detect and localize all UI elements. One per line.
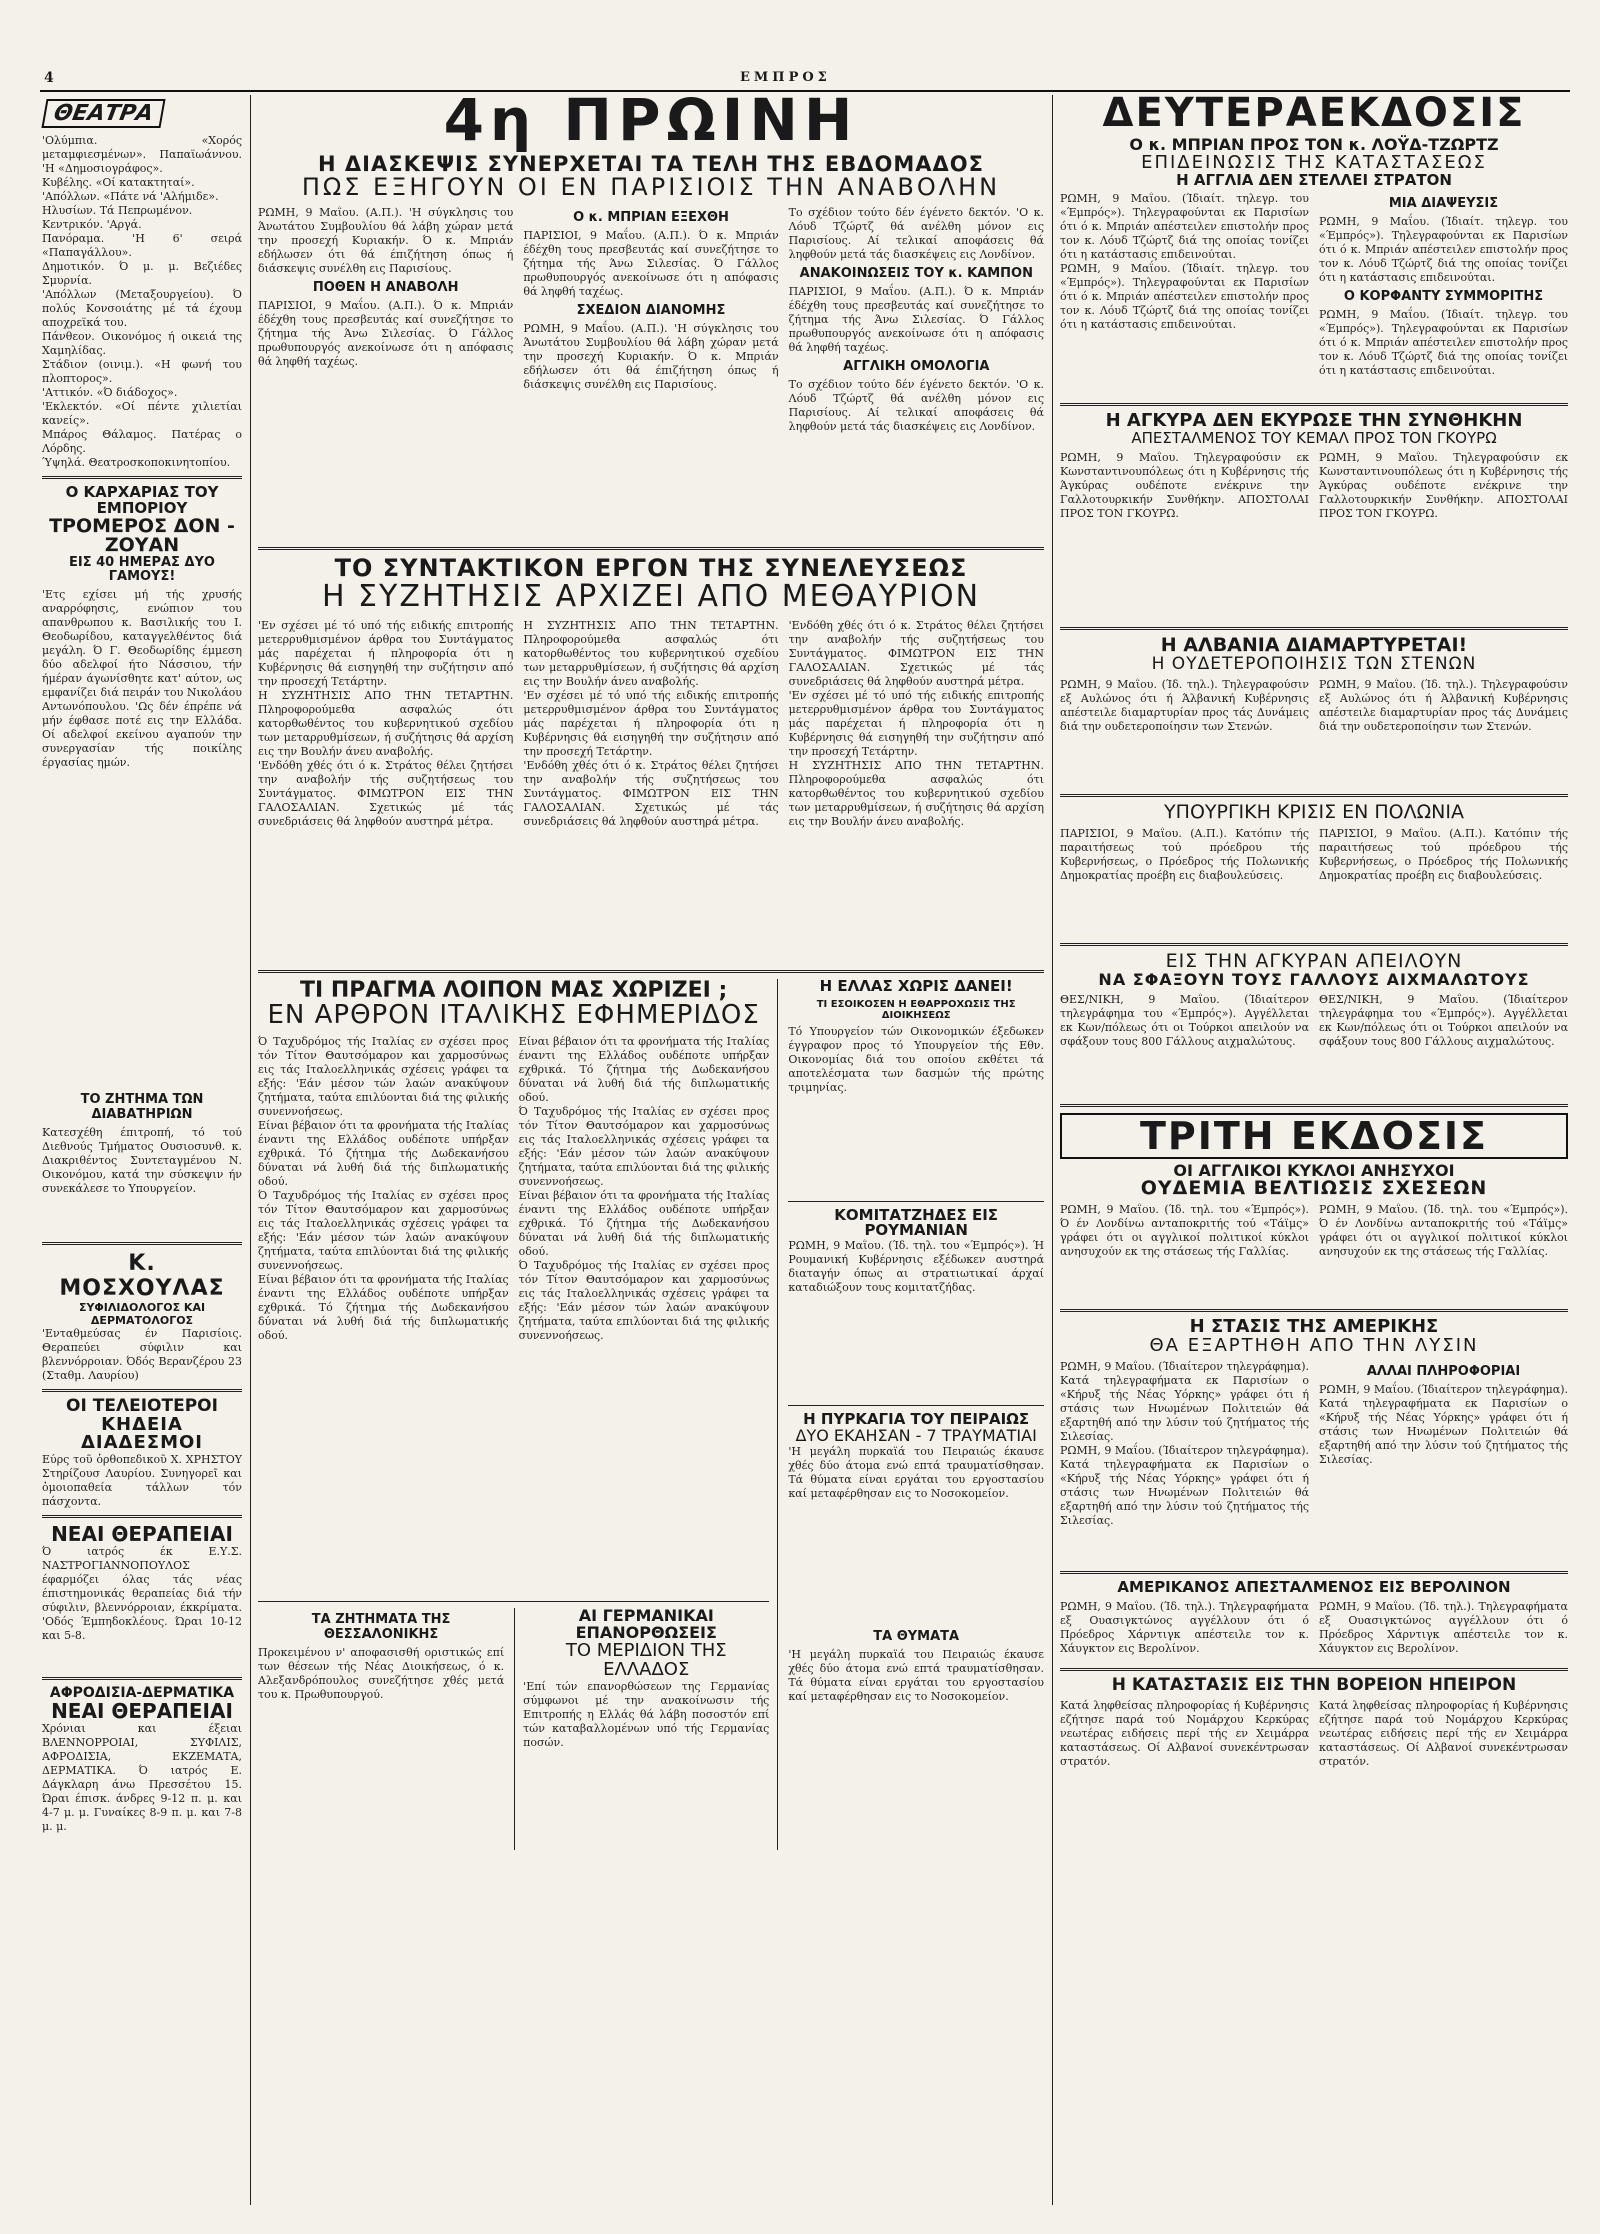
story-text: ΡΩΜΗ, 9 Μαΐου. (Ίδιαίτ. τηλεγρ. του «Έμπρός»). Τηλεγραφούνται εκ Παρισίων ότι ό κ. Μπριάν απέστειλεν επιστολήν προς τον κ. Λόυδ Τζώρτζ διά της οποίας τονίζει ότι η κατάστασις επιδεινούται.: [1060, 262, 1309, 332]
story-text: Η ΣΥΖΗΤΗΣΙΣ ΑΠΟ ΤΗΝ ΤΕΤΑΡΤΗΝ. Πληροφορούμεθα ασφαλώς ότι κατορθωθέντος του κυβερνητικού σχεδίου των μεταρρυθμίσεων, ή συζήτησις θά αρχίση εις την Βουλήν άνευ αναβολής.: [258, 688, 514, 758]
column-rule: [250, 95, 251, 2205]
subhead: Ο κ. ΜΠΡΙΑΝ ΕΞΕΧΘΗ: [573, 210, 729, 226]
subhead: ΑΝΑΚΟΙΝΩΣΕΙΣ ΤΟΥ κ. ΚΑΜΠΟΝ: [799, 266, 1033, 282]
subhead: ΑΛΛΑΙ ΠΛΗΡΟΦΟΡΙΑΙ: [1366, 1364, 1521, 1380]
story-text: Είναι βέβαιον ότι τα φρονήματα τής Ιταλίας έναντι της Ελλάδος ουδέποτε υπήρξαν εχθρικά. Τό ζήτημα τής Δωδεκανήσου δύναται νά λυθή διά τής διπλωματικής οδού.: [258, 1273, 509, 1343]
divider: [42, 1515, 242, 1518]
divider: [1060, 403, 1568, 406]
subhead: ΠΟΘΕΝ Η ΑΝΑΒΟΛΗ: [312, 280, 459, 296]
headline: ΑΙ ΓΕΡΜΑΝΙΚΑΙ ΕΠΑΝΟΡΘΩΣΕΙΣ: [575, 1606, 717, 1643]
story-text: Ό Ταχυδρόμος τής Ιταλίας εν σχέσει προς τόν Τίτον Θαυτσόμαρον και χαρμοσύνως εις τάς Ιταλοελληνικάς σχέσεις γράφει τα εξής: 'Εάν μέσον τών λαών ανακύψουν ζητήματα, ταύτα επιλύονται διά της φιλικής συνεννοήσεως.: [518, 1105, 770, 1189]
story-text: ΡΩΜΗ, 9 Μαΐου. (Ίδ. τηλ. του «Έμπρός»). Ό έν Λονδίνω ανταποκριτής τού «Τάϊμς» γράφει ότι οι αγγλικοί πολιτικοί κύκλοι ανησυχούν εκ της στάσεως τής Γαλλίας.: [1060, 1203, 1309, 1259]
headline: ΝΑ ΣΦΑΞΟΥΝ ΤΟΥΣ ΓΑΛΛΟΥΣ ΑΙΧΜΑΛΩΤΟΥΣ: [1098, 969, 1530, 989]
right-column: [1060, 90, 1568, 1804]
story-text: ΡΩΜΗ, 9 Μαΐου. (Ίδ. τηλ.). Τηλεγραφήματα εξ Ουασιγκτώνος αγγέλλουν ότι ό Πρόεδρος Χάρντιγκ απέστειλε τον κ. Χάυγκτον εις Βερολίνον.: [1060, 1599, 1309, 1655]
story-text: Είναι βέβαιον ότι τα φρονήματα τής Ιταλίας έναντι της Ελλάδος ουδέποτε υπήρξαν εχθρικά. Τό ζήτημα τής Δωδεκανήσου δύναται νά λυθή διά τής διπλωματικής οδού.: [518, 1189, 770, 1259]
story-text: ΡΩΜΗ, 9 Μαΐου. (Α.Π.). 'Η σύγκλησις του Άνωτάτου Συμβουλίου θά λάβη χώραν μετά την προσεχή Κυριακήν. Ό κ. Μπριάν εδήλωσεν ότι θά έπιζήτηση όπως ή διάσκεψις συνέλθη εις Παρισίους.: [258, 206, 514, 276]
headline: Ο κ. ΜΠΡΙΑΝ ΠΡΟΣ ΤΟΝ κ. ΛΟΫΔ-ΤΖΩΡΤΖ: [1129, 135, 1499, 154]
story-text: Προκειμένου ν' αποφασισθή οριστικώς επί των θέσεων τής Νέας Διοικήσεως, ό κ. Αλεξανδρόπουλος συνεζήτησε χθές μετά του κ. Πρωθυπουργού.: [258, 1646, 505, 1702]
ad-title: ΝΕΑΙ ΘΕΡΑΠΕΙΑΙ: [51, 1698, 233, 1723]
story-text: 'Εν σχέσει μέ τό υπό τής ειδικής επιτροπής μετερρυθμισμένον άρθρα του Συντάγματος μάς παρέχεται ή πληροφορία ότι η Κυβέρνησις θά εισηγηθή την συζήτησιν από την προσεχή Τετάρτην.: [258, 618, 514, 688]
theatre-listing-line: Πανόραμα. 'Η 6' σειρά «Παπαγάλλου».: [42, 232, 242, 259]
subhead: Ο ΚΟΡΦΑΝΤΥ ΣΥΜΜΟΡΙΤΗΣ: [1343, 289, 1544, 305]
theatre-listing-line: 'Εκλεκτόν. «Οί πέντε χιλιετίαι κανείς».: [42, 400, 242, 427]
headline: ΑΜΕΡΙΚΑΝΟΣ ΑΠΕΣΤΑΛΜΕΝΟΣ ΕΙΣ ΒΕΡΟΛΙΝΟΝ: [1117, 1578, 1511, 1597]
headline: Η ΣΥΖΗΤΗΣΙΣ ΑΡΧΙΖΕΙ ΑΠΟ ΜΕΘΑΥΡΙΟΝ: [321, 579, 981, 615]
theatre-listing-line: Πάνθεον. Οικονόμος ή οικειά της Χαμηλίδας.: [42, 330, 242, 357]
story-text: ΡΩΜΗ, 9 Μαΐου. (Ίδιαίτερον τηλεγράφημα). Κατά τηλεγραφήματα εκ Παρισίων ο «Κήρυξ τής Νέας Υόρκης» γράφει ότι ή στάσις των Ηνωμένων Πολιτειών θά εξαρτηθή από την λύσιν τού ζητήματος τής Σιλεσίας.: [1060, 1444, 1309, 1528]
story-text: 'Εν σχέσει μέ τό υπό τής ειδικής επιτροπής μετερρυθμισμένον άρθρα του Συντάγματος μάς παρέχεται ή πληροφορία ότι η Κυβέρνησις θά εισηγηθή την συζήτησιν από την προσεχή Τετάρτην.: [788, 688, 1044, 758]
story-text: 'Η μεγάλη πυρκαϊά του Πειραιώς έκαυσε χθές δύο άτομα ενώ επτά τραυματίσθησαν. Τά θύματα είναι εργάται του εργοστασίου καί μεταφέρθησαν εις το Νοσοκομείον.: [788, 1444, 1044, 1500]
divider: [1060, 1104, 1568, 1107]
subhead: ΤΟ ΖΗΤΗΜΑ ΤΩΝ ΔΙΑΒΑΤΗΡΙΩΝ: [80, 1091, 204, 1122]
story-text: ΡΩΜΗ, 9 Μαΐου. (Ίδ. τηλ.). Τηλεγραφήματα εξ Ουασιγκτώνος αγγέλλουν ότι ό Πρόεδρος Χάρντιγκ απέστειλε τον κ. Χάυγκτον εις Βερολίνον.: [1319, 1599, 1568, 1655]
divider: [788, 1201, 1044, 1202]
story-text: ΡΩΜΗ, 9 Μαΐου. (Ίδιαίτερον τηλεγράφημα). Κατά τηλεγραφήματα εκ Παρισίων ο «Κήρυξ τής Νέας Υόρκης» γράφει ότι ή στάσις των Ηνωμένων Πολιτειών θά εξαρτηθή από την λύσιν τού ζητήματος τής Σιλεσίας.: [1319, 1383, 1568, 1467]
story-text: ΡΩΜΗ, 9 Μαΐου. (Ίδ. τηλ.). Τηλεγραφούσιν εξ Αυλώνος ότι ή Άλβανική Κυβέρνησις απέστειλε διαμαρτυρίαν προς τάς Δυνάμεις διά την ουδετεροποίησιν των Στενών.: [1319, 677, 1568, 733]
column-rule: [1052, 95, 1053, 2205]
story-text: ΡΩΜΗ, 9 Μαΐου. (Ίδιαίτερον τηλεγράφημα). Κατά τηλεγραφήματα εκ Παρισίων ο «Κήρυξ τής Νέας Υόρκης» γράφει ότι ή στάσις των Ηνωμένων Πολιτειών θά εξαρτηθή από την λύσιν τού ζητήματος τής Σιλεσίας.: [1060, 1360, 1309, 1444]
side-stories: [788, 976, 1044, 1850]
story-columns: [258, 1035, 769, 1595]
story-text: ΠΑΡΙΣΙΟΙ, 9 Μαΐου. (Α.Π.). Κατόπιν τής παραιτήσεως τού πρόεδρου τής Κυβερνήσεως, ο Πρόεδρος τής Πολωνικής Δημοκρατίας προέβη εις διαβουλεύσεις.: [1319, 826, 1568, 882]
divider: [258, 1601, 769, 1602]
theatre-heading: ΘΕΑΤΡΑ: [41, 99, 165, 128]
headline: Η ΟΥΔΕΤΕΡΟΠΟΙΗΣΙΣ ΤΩΝ ΣΤΕΝΩΝ: [1151, 654, 1477, 675]
headline: Η ΠΥΡΚΑΓΙΑ ΤΟΥ ΠΕΙΡΑΙΩΣ: [803, 1410, 1030, 1429]
theatre-listing-line: 'Απόλλων. «Πάτε νά 'Αλήμιδε».: [42, 190, 219, 203]
divider: [1060, 627, 1568, 630]
theatre-listings: [42, 134, 242, 470]
paper-name: ΕΜΠΡΟΣ: [740, 70, 831, 85]
ad-title: ΚΗΔΕΙΑ ΔΙΑΔΕΣΜΟΙ: [81, 1413, 203, 1454]
headline: ΑΠΕΣΤΑΛΜΕΝΟΣ ΤΟΥ ΚΕΜΑΛ ΠΡΟΣ ΤΟΝ ΓΚΟΥΡΩ: [1131, 429, 1497, 448]
subhead-text: Κατεσχέθη έπιτροπή, τό τού Διεθνούς Τμήματος Ουσιοσυνθ. κ. Διακριθέντος Συντεταγμένου Ν. Οικονόμου, κατά την σύσκεψιν ήν συνεκάλεσε το Υπουργείον.: [42, 1125, 242, 1195]
story-text: 'Η μεγάλη πυρκαϊά του Πειραιώς έκαυσε χθές δύο άτομα ενώ επτά τραυματίσθησαν. Τά θύματα είναι εργάται του εργοστασίου καί μεταφέρθησαν εις το Νοσοκομείον.: [788, 1647, 1044, 1703]
story-text: ΘΕΣ/ΝΙΚΗ, 9 Μαΐου. (Ίδιαίτερον τηλεγράφημα του «Έμπρός»). Αγγέλλεται εκ Κων/πόλεως ότι οι Τούρκοι απειλούν να σφάξουν τους 800 Γάλλους αιχμαλώτους.: [1060, 992, 1309, 1048]
divider: [42, 1677, 242, 1680]
story-text: Το σχέδιον τούτο δέν έγένετο δεκτόν. 'Ο κ. Λόυδ Τζώρτζ θά ανέλθη μόνον εις Παρισίους. Αί τελικαί αποφάσεις θά ληφθούν μετά τάς διασκέψεις εις Λονδίνον.: [788, 378, 1044, 434]
ad-title: ΝΕΑΙ ΘΕΡΑΠΕΙΑΙ: [51, 1522, 233, 1547]
theatre-listing-line: Κεντρικόν. 'Αργά.: [42, 218, 142, 231]
divider: [1060, 794, 1568, 797]
story-columns: [1060, 451, 1568, 621]
ad-text: Ό ιατρός έκ Ε.Υ.Σ. ΝΑΣΤΡΟΓΙΑΝΝΟΠΟΥΛΟΣ έφαρμόζει όλας τάς νέας έπιστημονικάς θεραπείας διά τήν σύφιλιν, βλεννόρροιαν, έκκρίματα. 'Οδός Έμπηδοκλέους. Ώραι 10-12 και 5-8.: [42, 1545, 242, 1643]
story-text: Το σχέδιον τούτο δέν έγένετο δεκτόν. 'Ο κ. Λόυδ Τζώρτζ θά ανέλθη μόνον εις Παρισίους. Αί τελικαί αποφάσεις θά ληφθούν μετά τάς διασκέψεις εις Λονδίνον.: [788, 206, 1044, 262]
headline: ΥΠΟΥΡΓΙΚΗ ΚΡΙΣΙΣ ΕΝ ΠΟΛΩΝΙΑ: [1164, 800, 1464, 823]
theatre-listing-line: Μπάρος Θάλαμος. Πατέρας ο Λόρδης.: [42, 428, 242, 455]
subhead: ΤΑ ΘΥΜΑΤΑ: [873, 1628, 960, 1644]
divider: [258, 970, 1044, 973]
theatre-listing-line: 'Ολύμπια. «Χορός μεταμφιεσμένων». Παπαϊωάννου. 'Η «Δημοσιογράφος».: [42, 134, 242, 175]
ad-title: ΑΦΡΟΔΙΣΙΑ-ΔΕΡΜΑΤΙΚΑ: [49, 1685, 235, 1702]
story-text: Είναι βέβαιον ότι τα φρονήματα τής Ιταλίας έναντι της Ελλάδος ουδέποτε υπήρξαν εχθρικά. Τό ζήτημα τής Δωδεκανήσου δύναται νά λυθή διά τής διπλωματικής οδού.: [258, 1119, 509, 1189]
story-text: Ό Ταχυδρόμος τής Ιταλίας εν σχέσει προς τόν Τίτον Θαυτσόμαρον και χαρμοσύνως εις τάς Ιταλοελληνικάς σχέσεις γράφει τα εξής: 'Εάν μέσον τών λαών ανακύψουν ζητήματα, ταύτα επιλύονται διά της φιλικής συνεννοήσεως.: [258, 1189, 509, 1273]
story-columns: [1060, 1203, 1568, 1303]
headline: Η ΑΛΒΑΝΙΑ ΔΙΑΜΑΡΤΥΡΕΤΑΙ!: [1160, 634, 1468, 657]
ad-subtitle: ΣΥΦΙΛΙΔΟΛΟΓΟΣ ΚΑΙ ΔΕΡΜΑΤΟΛΟΓΟΣ: [78, 1300, 206, 1327]
story-text: ΠΑΡΙΣΙΟΙ, 9 Μαΐου. (Α.Π.). Ό κ. Μπριάν έδέχθη τους πρεσβευτάς καί συνεζήτησε το ζήτημα τής Άνω Σιλεσίας. Ό Γάλλος πρωθυπουργός ανεκοίνωσε ότι η απόφασις θά ληφθή ταχέως.: [258, 299, 514, 369]
story-text: ΠΑΡΙΣΙΟΙ, 9 Μαΐου. (Α.Π.). Κατόπιν τής παραιτήσεως τού πρόεδρου τής Κυβερνήσεως, ο Πρόεδρος τής Πολωνικής Δημοκρατίας προέβη εις διαβουλεύσεις.: [1060, 826, 1309, 882]
story-text: 'Ενδόθη χθές ότι ό κ. Στράτος θέλει ζητήσει την αναβολήν τής συζητήσεως του Συντάγματος. ΦΙΜΩΤΡΟΝ ΕΙΣ ΤΗΝ ΓΑΛΟΣΑΛΙΑΝ. Σχετικώς μέ τάς συνεδριάσεις θά ληφθούν αυστηρά μέτρα.: [523, 758, 779, 828]
story-columns: [1060, 678, 1568, 788]
headline: Η ΚΑΤΑΣΤΑΣΙΣ ΕΙΣ ΤΗΝ ΒΟΡΕΙΟΝ ΗΠΕΙΡΟΝ: [1111, 1674, 1517, 1695]
story-columns: [258, 619, 1044, 964]
theatre-listing-line: Στάδιον (οινιμ.). «Η φωνή του πλοπτορος».: [42, 358, 242, 385]
story-text: ΡΩΜΗ, 9 Μαΐου. (Ίδιαίτ. τηλεγρ. του «Έμπρός»). Τηλεγραφούνται εκ Παρισίων ότι ό κ. Μπριάν απέστειλεν επιστολήν προς τον κ. Λόυδ Τζώρτζ διά της οποίας τονίζει ότι η κατάστασις επιδεινούται.: [1060, 192, 1309, 262]
headline: ΘΑ ΕΞΑΡΤΗΘΗ ΑΠΟ ΤΗΝ ΛΥΣΙΝ: [1149, 1335, 1479, 1357]
lower-section: [258, 976, 1044, 1850]
divider: [42, 476, 242, 479]
theatre-listing-line: Δημοτικόν. Ό μ. μ. Βεζιέδες Σμυρνία.: [42, 260, 242, 287]
story-text: Κατά ληφθείσας πληροφορίας ή Κυβέρνησις εζήτησε παρά τού Νομάρχου Κερκύρας νεωτέρας ειδήσεις περί τής εν Χειμάρρα καταστάσεως. Οί Αλβανοί συνεκέντρωσαν στρατόν.: [1060, 1698, 1309, 1768]
edition-label: 4η ΠΡΩΙΝΗ: [443, 86, 859, 154]
edition-label: ΔΕΥΤΕΡΑΕΚΔΟΣΙΣ: [1102, 90, 1526, 136]
ad-name: Κ. ΜΟΣΧΟΥΛΑΣ: [59, 1250, 225, 1301]
story-text: ΡΩΜΗ, 9 Μαΐου. Τηλεγραφούσιν εκ Κωνσταντινουπόλεως ότι η Κυβέρνησις τής Άγκύρας ουδέποτε ενέκρινε την Γαλλοτουρκικήν Συνθήκην. ΑΠΟΣΤΟΛΑΙ ΠΡΟΣ ΤΟΝ ΓΚΟΥΡΩ.: [1060, 451, 1309, 521]
story-text: Ό Ταχυδρόμος τής Ιταλίας εν σχέσει προς τόν Τίτον Θαυτσόμαρον και χαρμοσύνως εις τάς Ιταλοελληνικάς σχέσεις γράφει τα εξής: 'Εάν μέσον τών λαών ανακύψουν ζητήματα, ταύτα επιλύονται διά της φιλικής συνεννοήσεως.: [258, 1035, 509, 1119]
headline: ΤΟ ΜΕΡΙΔΙΟΝ ΤΗΣ ΕΛΛΑΔΟΣ: [565, 1639, 727, 1680]
headline: Η ΑΓΚΥΡΑ ΔΕΝ ΕΚΥΡΩΣΕ ΤΗΝ ΣΥΝΘΗΚΗΝ: [1105, 410, 1523, 432]
theatre-listing-line: 'Αττικόν. «Ό διάδοχος».: [42, 386, 178, 399]
story-title: ΤΡΟΜΕΡΟΣ ΔΟΝ - ΖΟΥΑΝ: [49, 514, 235, 557]
story-text: Κατά ληφθείσας πληροφορίας ή Κυβέρνησις εζήτησε παρά τού Νομάρχου Κερκύρας νεωτέρας ειδήσεις περί τής εν Χειμάρρα καταστάσεως. Οί Αλβανοί συνεκέντρωσαν στρατόν.: [1319, 1698, 1568, 1768]
headline: Η ΔΙΑΣΚΕΨΙΣ ΣΥΝΕΡΧΕΤΑΙ ΤΑ ΤΕΛΗ ΤΗΣ ΕΒΔΟΜΑΔΟΣ: [318, 152, 984, 176]
headline: ΟΥΔΕΜΙΑ ΒΕΛΤΙΩΣΙΣ ΣΧΕΣΕΩΝ: [1140, 1177, 1488, 1200]
divider: [42, 1242, 242, 1245]
divider: [258, 547, 1044, 550]
divider: [1060, 1309, 1568, 1312]
headline: ΚΟΜΙΤΑΤΖΗΔΕΣ ΕΙΣ ΡΟΥΜΑΝΙΑΝ: [834, 1205, 999, 1240]
headline: Η ΣΤΑΣΙΣ ΤΗΣ ΑΜΕΡΙΚΗΣ: [1189, 1316, 1439, 1338]
theatre-listing-line: Κυβέλης. «Οί κατακτηταί».: [42, 176, 195, 189]
theatre-listing-line: Ύψηλά. Θεατροσκοποκινητοπίου.: [42, 456, 231, 469]
subhead: ΣΧΕΔΙΟΝ ΔΙΑΝΟΜΗΣ: [576, 303, 726, 319]
edition-label: ΤΡΙΤΗ ΕΚΔΟΣΙΣ: [1139, 1113, 1489, 1158]
middle-column: [258, 86, 1044, 1850]
headline: ΤΙ ΠΡΑΓΜΑ ΛΟΙΠΟΝ ΜΑΣ ΧΩΡΙΖΕΙ ;: [300, 977, 728, 1003]
story-columns: [258, 206, 1044, 541]
story-text: Τό Υπουργείον τών Οικονομικών έξεδωκεν έγγραφον προς τό Υπουργείον τής Εθν. Οικονομίας διά του οποίου εκθέτει τά αποτελέσματα των δασμών τής πρώτης τριμηνίας.: [788, 1024, 1044, 1094]
headline: ΔΥΟ ΕΚΑΗΣΑΝ - 7 ΤΡΑΥΜΑΤΙΑΙ: [795, 1425, 1037, 1445]
story-text: Η ΣΥΖΗΤΗΣΙΣ ΑΠΟ ΤΗΝ ΤΕΤΑΡΤΗΝ. Πληροφορούμεθα ασφαλώς ότι κατορθωθέντος του κυβερνητικού σχεδίου των μεταρρυθμίσεων, ή συζήτησις θά αρχίση εις την Βουλήν άνευ αναβολής.: [788, 758, 1044, 828]
theatre-listing-line: Ηλυσίων. Τά Πεπρωμένον.: [42, 204, 193, 217]
story-text: Είναι βέβαιον ότι τα φρονήματα τής Ιταλίας έναντι της Ελλάδος ουδέποτε υπήρξαν εχθρικά. Τό ζήτημα τής Δωδεκανήσου δύναται νά λυθή διά τής διπλωματικής οδού.: [518, 1035, 770, 1105]
headline: Η ΕΛΛΑΣ ΧΩΡΙΣ ΔΑΝΕΙ!: [819, 976, 1013, 995]
story-columns: [1060, 1360, 1568, 1565]
third-edition-box: [1060, 1113, 1568, 1159]
story-text: 'Ενδόθη χθές ότι ό κ. Στράτος θέλει ζητήσει την αναβολήν τής συζητήσεως του Συντάγματος. ΦΙΜΩΤΡΟΝ ΕΙΣ ΤΗΝ ΓΑΛΟΣΑΛΙΑΝ. Σχετικώς μέ τάς συνεδριάσεις θά ληφθούν αυστηρά μέτρα.: [788, 618, 1044, 688]
ad-text: Εύρς τοῦ ὀρθοπεδικοῦ Χ. ΧΡΗΣΤΟΥ Στηρίζουσ Λαυρίου. Συνηγορεῖ και ὁμοιοπαθεία τάλλων τόν πάσχοντα.: [42, 1453, 242, 1509]
story-columns: [1060, 993, 1568, 1098]
story-text: 'Ενδόθη χθές ότι ό κ. Στράτος θέλει ζητήσει την αναβολήν τής συζητήσεως του Συντάγματος. ΦΙΜΩΤΡΟΝ ΕΙΣ ΤΗΝ ΓΑΛΟΣΑΛΙΑΝ. Σχετικώς μέ τάς συνεδριάσεις θά ληφθούν αυστηρά μέτρα.: [258, 758, 514, 828]
headline: ΤΟ ΣΥΝΤΑΚΤΙΚΟΝ ΕΡΓΟΝ ΤΗΣ ΣΥΝΕΛΕΥΣΕΩΣ: [334, 554, 968, 583]
story-text: 'Εν σχέσει μέ τό υπό τής ειδικής επιτροπής μετερρυθμισμένον άρθρα του Συντάγματος μάς παρέχεται ή πληροφορία ότι η Κυβέρνησις θά εισηγηθή την συζήτησιν από την προσεχή Τετάρτην.: [523, 688, 779, 758]
subhead: ΤΑ ΖΗΤΗΜΑΤΑ ΤΗΣ ΘΕΣΣΑΛΟΝΙΚΗΣ: [311, 1612, 451, 1643]
story-columns: [1060, 192, 1568, 397]
story-columns: [1060, 827, 1568, 937]
story-text: ΡΩΜΗ, 9 Μαΐου. Τηλεγραφούσιν εκ Κωνσταντινουπόλεως ότι η Κυβέρνησις τής Άγκύρας ουδέποτε ενέκρινε την Γαλλοτουρκικήν Συνθήκην. ΑΠΟΣΤΟΛΑΙ ΠΡΟΣ ΤΟΝ ΓΚΟΥΡΩ.: [1319, 451, 1568, 521]
headline: ΠΩΣ ΕΞΗΓΟΥΝ ΟΙ ΕΝ ΠΑΡΙΣΙΟΙΣ ΤΗΝ ΑΝΑΒΟΛΗΝ: [301, 173, 1001, 202]
story-text: ΠΑΡΙΣΙΟΙ, 9 Μαΐου. (Α.Π.). Ό κ. Μπριάν έδέχθη τους πρεσβευτάς καί συνεζήτησε το ζήτημα τής Άνω Σιλεσίας. Ό Γάλλος πρωθυπουργός ανεκοίνωσε ότι η απόφασις θά ληφθή ταχέως.: [788, 285, 1044, 355]
story-text: ΡΩΜΗ, 9 Μαΐου. (Α.Π.). 'Η σύγκλησις του Άνωτάτου Συμβουλίου θά λάβη χώραν μετά την προσεχή Κυριακήν. Ό κ. Μπριάν εδήλωσεν ότι θά έπιζήτηση όπως ή διάσκεψις συνέλθη εις Παρισίους.: [523, 322, 779, 392]
story-columns: [1060, 1699, 1568, 1804]
story-title: ΕΙΣ 40 ΗΜΕΡΑΣ ΔΥΟ ΓΑΜΟΥΣ!: [69, 555, 215, 585]
left-column: [42, 95, 242, 1872]
subhead: ΤΙ ΕΣΟΙΚΟΣΕΝ Η ΕΘΑΡΡΟΧΩΣΙΣ ΤΗΣ ΔΙΟΙΚΗΣΕΩΣ: [816, 998, 1016, 1021]
page-number: 4: [44, 70, 54, 86]
headline: Η ΑΓΓΛΙΑ ΔΕΝ ΣΤΕΛΛΕΙ ΣΤΡΑΤΟΝ: [1176, 170, 1452, 189]
story-text: ΡΩΜΗ, 9 Μαΐου. (Ίδ. τηλ.). Τηλεγραφούσιν εξ Αυλώνος ότι ή Άλβανική Κυβέρνησις απέστειλε διαμαρτυρίαν προς τάς Δυνάμεις διά την ουδετεροποίησιν των Στενών.: [1060, 677, 1309, 733]
story-text: ΡΩΜΗ, 9 Μαΐου. (Ίδ. τηλ. του «Έμπρός»). Ό έν Λονδίνω ανταποκριτής τού «Τάϊμς» γράφει ότι οι αγγλικοί πολιτικοί κύκλοι ανησυχούν εκ της στάσεως τής Γαλλίας.: [1319, 1203, 1568, 1259]
story-text: Ό Ταχυδρόμος τής Ιταλίας εν σχέσει προς τόν Τίτον Θαυτσόμαρον και χαρμοσύνως εις τάς Ιταλοελληνικάς σχέσεις γράφει τα εξής: 'Εάν μέσον τών λαών ανακύψουν ζητήματα, ταύτα επιλύονται διά της φιλικής συνεννοήσεως.: [518, 1259, 770, 1343]
headline: ΟΙ ΑΓΓΛΙΚΟΙ ΚΥΚΛΟΙ ΑΝΗΣΥΧΟΙ: [1173, 1160, 1455, 1180]
italian-article: [258, 979, 778, 1850]
story-text: ΡΩΜΗ, 9 Μαΐου. (Ίδιαίτ. τηλεγρ. του «Έμπρός»). Τηλεγραφούνται εκ Παρισίων ότι ό κ. Μπριάν απέστειλεν επιστολήν προς τον κ. Λόυδ Τζώρτζ διά της οποίας τονίζει ότι η κατάστασις επιδεινούται.: [1319, 215, 1568, 285]
divider: [42, 1389, 242, 1392]
divider: [1060, 943, 1568, 946]
divider: [1060, 1571, 1568, 1574]
story-text: ΡΩΜΗ, 9 Μαΐου. (Ίδ. τηλ. του «Έμπρός»). Ή Ρουμανική Κυβέρνησις εξέδωκεν αυστηρά διαταγήν όπως αι στρατιωτικαί άρχαί καταδιώξουν τους κομιτατζήδας.: [788, 1239, 1044, 1295]
divider: [788, 1405, 1044, 1406]
story-text: Η ΣΥΖΗΤΗΣΙΣ ΑΠΟ ΤΗΝ ΤΕΤΑΡΤΗΝ. Πληροφορούμεθα ασφαλώς ότι κατορθωθέντος του κυβερνητικού σχεδίου των μεταρρυθμίσεων, ή συζήτησις θά αρχίση εις την Βουλήν άνευ αναβολής.: [523, 618, 779, 688]
story-title: Ο ΚΑΡΧΑΡΙΑΣ ΤΟΥ ΕΜΠΟΡΙΟΥ: [65, 483, 219, 517]
story-columns: [1060, 1600, 1568, 1662]
bottom-stories: [258, 1608, 769, 1849]
theatre-listing-line: 'Απόλλων (Μεταξουργείου). Ό πολύς Κονσοιάτης μέ τά έχουμ αποχρεϊκά του.: [42, 288, 242, 329]
story-text: ΘΕΣ/ΝΙΚΗ, 9 Μαΐου. (Ίδιαίτερον τηλεγράφημα του «Έμπρός»). Αγγέλλεται εκ Κων/πόλεως ότι οι Τούρκοι απειλούν να σφάξουν τους 800 Γάλλους αιχμαλώτους.: [1319, 992, 1568, 1048]
ad-text: Χρόνιαι και έξειαι ΒΛΕΝΝΟΡΡΟΙΑΙ, ΣΥΦΙΛΙΣ, ΑΦΡΟΔΙΣΙΑ, ΕΚΖΕΜΑΤΑ, ΔΕΡΜΑΤΙΚΑ. Ό ιατρός Ε. Δάγκλαρη άνω Πρεσσέτου 15. Ώραι έπισκ. άνδρες 9-12 π. μ. και 4-7 μ. μ. Γυναίκες 8-9 π. μ. και 7-8 μ. μ.: [42, 1721, 242, 1833]
subhead: ΜΙΑ ΔΙΑΨΕΥΣΙΣ: [1388, 196, 1499, 212]
ad-text: 'Ενταθμεύσας έν Παρισίοις. Θεραπεύει σύφιλιν και βλεννόρροιαν. Όδός Βερανζέρου 23 (Σταθμ. Λαυρίου): [42, 1326, 242, 1382]
story-text: 'Ετς εχίσει μή τής χρυσής αναρρόφησις, ενώπιον του απανθρωπου κ. Βασιλικής του Ι. Θεοδωρίδου, καταγγελθέντος διά μεγάλη. Ό Γ. Θεοδωρίδης έμμεση δύο αδελφοί ήτο Νάσσιου, τήν ήμέραν άγωνίσθητε κατ' αύτον, ως εμφανίζει διά πειράν του Νικολάου Αντωνόπουλου. 'Ως δέν έπρέπε νά μήν έφθασε ποτέ εις την Ελλάδα. Οί αδελφοί εκείνου αγαπούν την συνεργασίαν τής ποικίλης έργασίας ημών.: [42, 587, 242, 769]
story-text: 'Επί τών επανορθώσεων της Γερμανίας σύμφωνοι μέ την ανακοίνωσιν τής Επιτροπής η Ελλάς θά λάβη ποσοστόν επί τών καταβαλλομένων υπό τής Γερμανίας ποσών.: [523, 1679, 770, 1749]
story-text: ΡΩΜΗ, 9 Μαΐου. (Ίδιαίτ. τηλεγρ. του «Έμπρός»). Τηλεγραφούνται εκ Παρισίων ότι ό κ. Μπριάν απέστειλεν επιστολήν προς τον κ. Λόυδ Τζώρτζ διά της οποίας τονίζει ότι η κατάστασις επιδεινούται.: [1319, 308, 1568, 378]
divider: [1060, 1668, 1568, 1671]
headline: ΕΠΙΔΕΙΝΩΣΙΣ ΤΗΣ ΚΑΤΑΣΤΑΣΕΩΣ: [1141, 151, 1487, 173]
ad-title: ΟΙ ΤΕΛΕΙΟΤΕΡΟΙ: [66, 1395, 218, 1416]
subhead: ΑΓΓΛΙΚΗ ΟΜΟΛΟΓΙΑ: [843, 359, 990, 375]
headline: ΕΝ ΑΡΘΡΟΝ ΙΤΑΛΙΚΗΣ ΕΦΗΜΕΡΙΔΟΣ: [267, 1000, 760, 1031]
headline: ΕΙΣ ΤΗΝ ΑΓΚΥΡΑΝ ΑΠΕΙΛΟΥΝ: [1165, 949, 1463, 972]
story-text: ΠΑΡΙΣΙΟΙ, 9 Μαΐου. (Α.Π.). Ό κ. Μπριάν έδέχθη τους πρεσβευτάς καί συνεζήτησε το ζήτημα τής Άνω Σιλεσίας. Ό Γάλλος πρωθυπουργός ανεκοίνωσε ότι η απόφασις θά ληφθή ταχέως.: [523, 229, 779, 299]
